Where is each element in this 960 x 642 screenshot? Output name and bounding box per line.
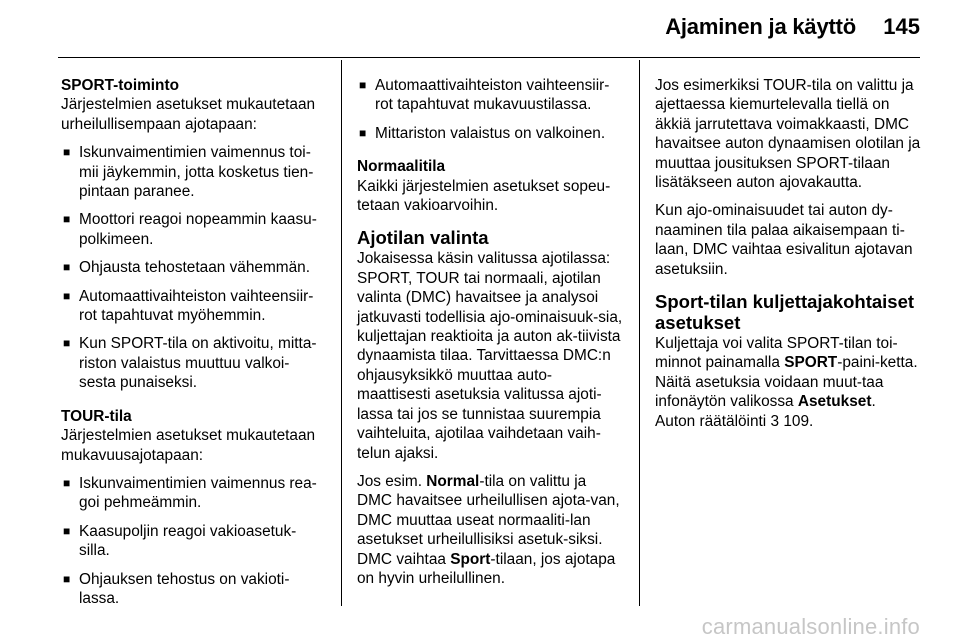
normal-text: Kaikki järjestelmien asetukset sopeu-tetaan vakioarvoihin. — [357, 177, 611, 215]
ajotilan-text: Jokaisessa käsin valitussa ajotilassa: SPORT, TOUR tai normaali, ajotilan valinta (DMC) havaitsee ja analysoi jatkuvasti todellisia ajo-ominaisuuk-sia, kuljettajan reaktioita ja auton ak-tiivista dynaamista tilaa. Tarvittaessa DMC:n ohjausyksikkö muuttaa auto-maattisesti asetuksia valitussa ajoti-lassa tai jos se tunnistaa suurempia vaihteluita, ajotilaa vaihdetaan vaih-telun ajaksi. — [357, 250, 623, 462]
bullet-icon: ■ — [63, 145, 71, 160]
list-item: ■ Iskunvaimentimien vaimennus rea-goi pehmeämmin. — [63, 474, 317, 512]
list-item: ■ Moottori reagoi nopeammin kaasu-polkimeen. — [63, 211, 317, 248]
column-1 — [61, 76, 325, 617]
bullet-icon: ■ — [63, 212, 71, 227]
sport-custom-heading: Sport-tilan kuljettajakohtaiset asetukset — [655, 291, 915, 334]
list-item: ■ Kaasupoljin reagoi vakioasetuk-silla. — [63, 522, 297, 560]
column-2 — [357, 76, 625, 597]
list-item: ■ Automaattivaihteiston vaihteensiir-rot tapahtuvat myöhemmin. — [63, 287, 314, 325]
normal-mode-label: Normal — [426, 472, 480, 490]
normal-heading: Normaalitila — [357, 158, 446, 176]
sport-custom-text: Kuljettaja voi valita SPORT-tilan toi-minnot painamalla SPORT-paini-ketta. Näitä asetuksia voidaan muut-taa infonäytön valikossa Asetukset. — [655, 335, 918, 411]
column-divider — [639, 60, 640, 606]
sport-list — [61, 143, 325, 392]
list-item: ■ Ohjausta tehostetaan vähemmän. — [63, 259, 311, 277]
ajotilan-heading: Ajotilan valinta — [357, 227, 489, 249]
sport-heading: SPORT-toiminto — [61, 77, 179, 94]
bullet-icon: ■ — [63, 260, 71, 275]
sport-intro: Järjestelmien asetukset mukautetaan urheilullisempaan ajotapaan: — [61, 96, 316, 133]
list-item: ■ Mittariston valaistus on valkoinen. — [359, 124, 606, 142]
tour-list — [61, 474, 325, 608]
normal-example-text: Jos esim. Normal-tila on valittu ja DMC havaitsee urheilullisen ajota-van, DMC muuttaa useat normaaliti-lan asetukset urheilullisiksi asetuk-siksi. DMC vaihtaa Sport-tilaan, jos ajotapa on hyvin urheilullinen. — [357, 472, 620, 587]
tour-list-continued — [357, 76, 625, 143]
bullet-icon: ■ — [63, 523, 71, 538]
bullet-icon: ■ — [63, 336, 71, 351]
page-number: 145 — [883, 14, 920, 39]
bullet-icon: ■ — [359, 125, 367, 140]
sport-button-label: SPORT — [784, 354, 838, 372]
bullet-icon: ■ — [63, 571, 71, 586]
reset-text: Kun ajo-ominaisuudet tai auton dy-naaminen tila palaa aikaisempaan ti-laan, DMC vaihtaa esivalitun ajotavan asetuksiin. — [655, 202, 913, 278]
bullet-icon: ■ — [359, 78, 367, 92]
tour-intro: Järjestelmien asetukset mukautetaan mukavuusajotapaan: — [61, 427, 316, 464]
bullet-icon: ■ — [63, 288, 71, 303]
cross-reference: Auton räätälöinti 3 109. — [655, 412, 814, 430]
page-header — [0, 0, 960, 56]
list-item: ■ Automaattivaihteiston vaihteensiir-rot tapahtuvat mukavuustilassa. — [359, 77, 610, 114]
column-divider — [341, 60, 342, 606]
column-3 — [655, 76, 927, 440]
section-title: Ajaminen ja käyttö — [665, 14, 856, 39]
watermark: carmanualsonline.info — [701, 614, 920, 639]
list-item: ■ Iskunvaimentimien vaimennus toi-mii jäykemmin, jotta kosketus tien-pintaan paranee. — [63, 144, 314, 201]
page-ref-arrow-icon: 3 — [770, 412, 780, 430]
tour-example-text: Jos esimerkiksi TOUR-tila on valittu ja ajettaessa kiemurtelevalla tiellä on äkkiä jarrutettava voimakkaasti, DMC havaitsee auton dynaamisen olotilan ja muuttaa jousituksen SPORT-tilaan lisätäkseen auton ajovakautta. — [655, 77, 921, 192]
list-item: ■ Kun SPORT-tila on aktivoitu, mitta-riston valaistus muuttuu valkoi-sesta punaiseksi. — [63, 335, 317, 392]
sport-mode-label: Sport — [450, 550, 491, 568]
header-divider — [58, 57, 920, 58]
settings-menu-label: Asetukset — [797, 393, 872, 411]
tour-heading: TOUR-tila — [61, 407, 132, 425]
list-item: ■ Ohjauksen tehostus on vakioti-lassa. — [63, 570, 290, 607]
bullet-icon: ■ — [63, 475, 71, 490]
